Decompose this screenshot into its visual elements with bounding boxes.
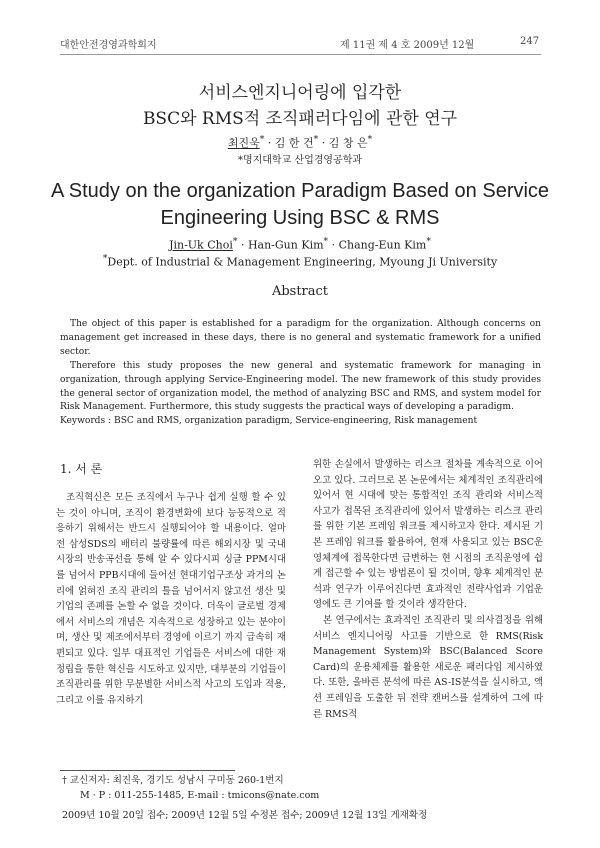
korean-title-line1: 서비스엔지니어링에 입각한: [198, 83, 402, 103]
korean-first-author: 최진욱: [227, 136, 260, 150]
korean-affiliation: *명지대학교 산업경영공학과: [237, 155, 363, 166]
header-rule: [60, 54, 541, 55]
body-paragraph: 조직혁신은 모든 조직에서 누구나 쉽게 실행 할 수 있는 것이 아니며, 조직이 환경변화에 보다 능동적으로 적응하기 위해서는 반드시 실행되어야 할 내용이다. 얼마 전 삼성SDS의 배터리 불량률에 따른 해외시장 및 국내시장의 반송곡선을 통해 알 수 있다시피 싱글 PPM시대를 넘어서 PPB시대에 들어선 현대기업구조상 과거의 논리에 얽혀진 조직 관리의 틀을 넘어서지 않고선 생산 및 기업의 존폐를 논할 수 없을 것이다. 더욱이 글로벌 경제에서 서비스의 개념은 지속적으로 성장하고 있는 분야이며, 생산 및 제조에서부터 경영에 이르기 까지 급속히 재편되고 있다. 일부 대표적인 기업들은 서비스에 대한 재정립을 통한 혁신을 시도하고 있지만, 대부분의 기업들이 조직관리를 위한 무분별한 서비스적 사고의 도입과 적용, 그리고 이를 유지하기: [56, 492, 286, 706]
author-mark: *: [323, 236, 329, 247]
english-authors: [0, 236, 600, 252]
author-mark: *: [367, 134, 373, 145]
author-mark: *: [313, 134, 319, 145]
korean-authors: [0, 134, 600, 151]
journal-name: 대한안전경영과학회지: [60, 40, 157, 51]
submission-dates: 2009년 10월 20일 접수; 2009년 12월 5일 수정본 접수; 2009년 12월 13일 게재확정: [62, 810, 428, 821]
abstract-paragraph: Therefore this study proposes the new general and systematic framework for managing in organization, through applying Service-Engineering model. The new framework of this study provides the general sector of organization model, the method of analyzing BSC and RMS, and system model for Risk Management. Furthermore, this study suggests the practical ways of developing a paradigm.: [60, 360, 541, 413]
english-author-3: · Chang-Eun Kim: [328, 238, 427, 252]
english-author-2: · Han-Gun Kim: [237, 238, 324, 252]
body-paragraph: 위한 손실에서 발생하는 리스크 절차를 계속적으로 이어오고 있다. 그러므로 본 논문에서는 체계적인 조직관리에 있어서 현 시대에 맞는 통합적인 조직 관리와 서비스적 사고가 접목된 조직관리에 있어서 발생하는 리스크 관리를 위한 기본 프레임 워크를 제시하고자 한다. 제시된 기본 프레임 워크를 활용하여, 현재 사용되고 있는 BSC운영체계에 접목한다면 급변하는 현 시점의 조직운영에 쉽게 접근할 수 있는 방법론이 될 것이며, 향후 체계적인 분석과 연구가 이루어진다면 효과적인 전략사업과 기업운영에도 큰 기여를 할 것이라 생각한다.: [313, 459, 543, 611]
english-first-author: Jin-Uk Choi: [169, 238, 233, 252]
keywords: Keywords : BSC and RMS, organization paradigm, Service-engineering, Risk management: [60, 416, 478, 427]
abstract-paragraph: The object of this paper is established for a paradigm for the organization. Although concerns on management get increased in these days, there is no general and systematic framework for a unified sector.: [60, 319, 541, 357]
body-paragraph: 본 연구에서는 효과적인 조직관리 및 의사결정을 위해 서비스 엔지니어링 사고를 기반으로 한 RMS(Risk Management System)와 BSC(Balanced Score Card)의 운용체제를 활용한 새로운 패러다임 제시하였다. 또한, 올바른 분석에 따른 AS-IS분석을 실시하고, 액션 프레임을 도출한 뒤 전략 캔버스를 설계하여 그에 따른 RMS적: [313, 614, 543, 720]
korean-title-line2: BSC와 RMS적 조직패러다임에 관한 연구: [142, 109, 458, 129]
footnote-rule: [60, 770, 235, 771]
author-mark: *: [426, 236, 431, 247]
english-title-line2: Engineering Using BSC & RMS: [160, 207, 440, 229]
abstract-heading: Abstract: [271, 284, 329, 299]
contact-info: M · P : 011-255-1485, E-mail : tmicons@nate.com: [80, 790, 320, 801]
section-heading: 1. 서 론: [60, 462, 103, 476]
affiliation-mark: *: [102, 253, 108, 264]
english-title-line1: A Study on the organization Paradigm Based on Service: [50, 180, 550, 202]
korean-author-3: · 김 창 은: [318, 136, 368, 150]
corresponding-author: † 교신저자: 최진욱, 경기도 성남시 구미동 260-1번지: [62, 775, 284, 786]
issue-info: 제 11권 제 4 호 2009년 12월: [340, 40, 475, 51]
korean-author-2: · 김 한 건: [264, 136, 314, 150]
abstract-body: [60, 318, 541, 429]
author-mark: *: [259, 134, 265, 145]
right-column: [313, 457, 543, 722]
author-mark: *: [232, 236, 238, 247]
left-column: [56, 490, 286, 708]
english-affiliation: [0, 253, 600, 269]
affiliation-text: Dept. of Industrial & Management Engineering, Myoung Ji University: [107, 255, 498, 269]
page-number: 247: [520, 36, 540, 47]
